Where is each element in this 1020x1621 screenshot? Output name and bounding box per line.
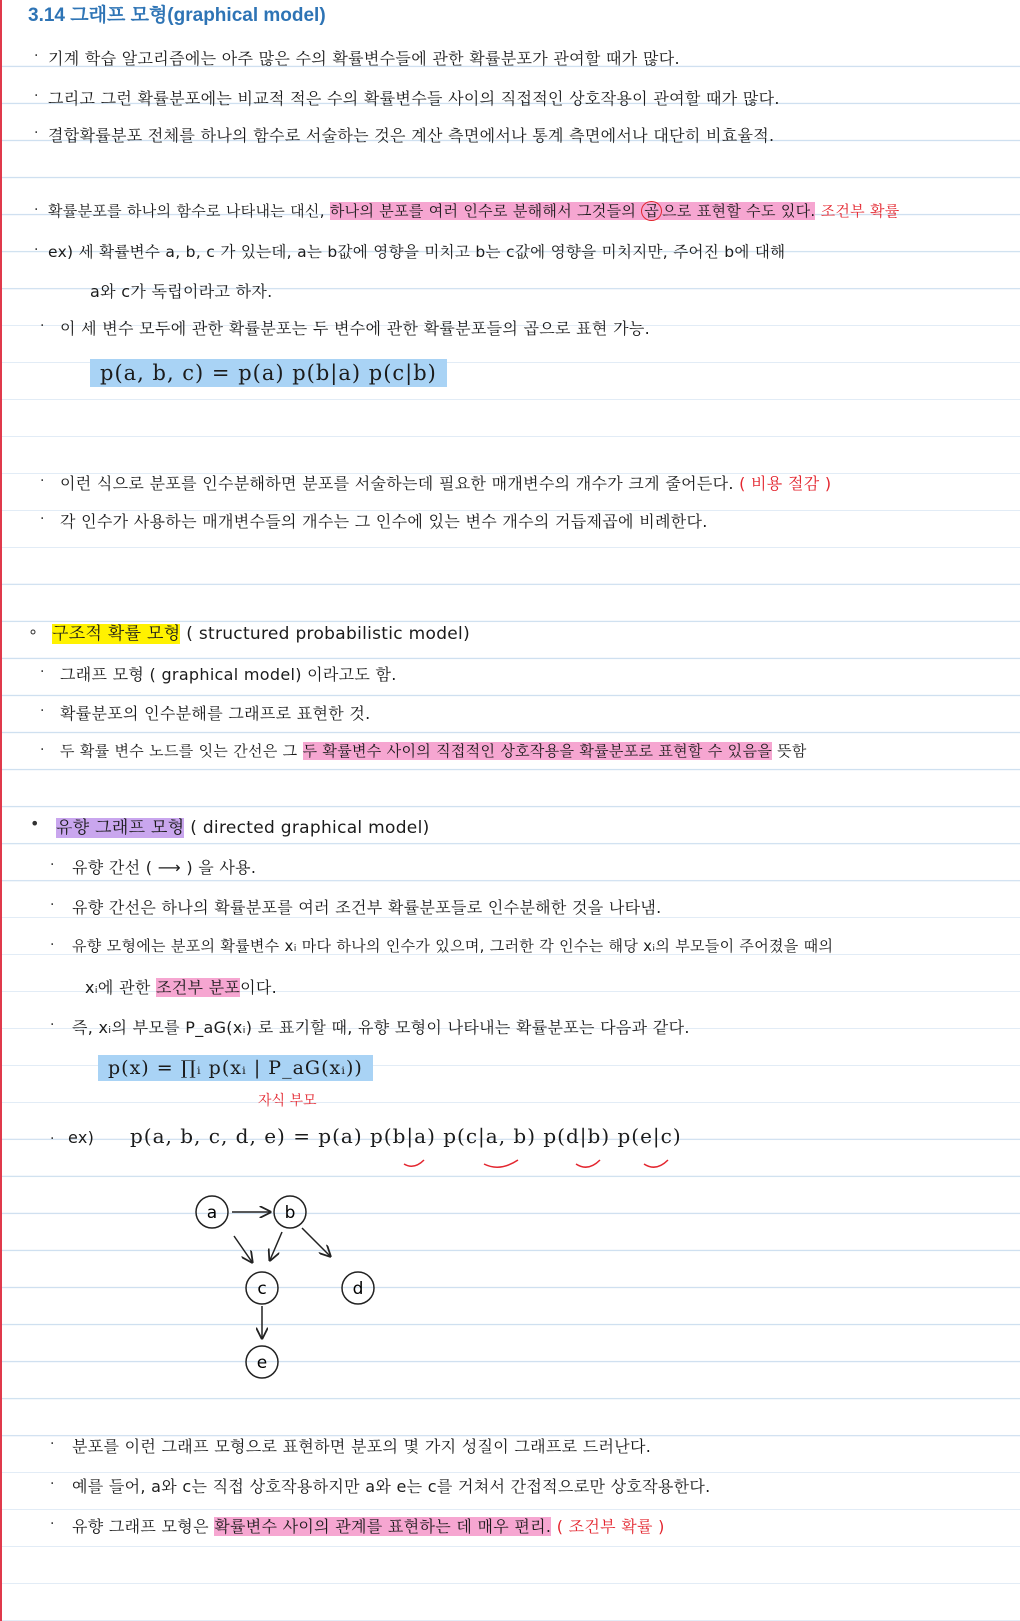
edge-b-c (270, 1232, 282, 1260)
graph-node (274, 1196, 306, 1228)
s2-line-4b: 조건부 분포 (155, 978, 241, 997)
end-line-3 (72, 1514, 665, 1537)
circled-product: 곱 (641, 201, 662, 221)
highlight-factorization (330, 202, 816, 220)
note-line-8b: ( 비용 절감 ) (739, 474, 832, 493)
end-line-3c: ( 조건부 확률 ) (556, 1517, 665, 1536)
directed-graph (190, 1190, 390, 1390)
annotation-arrow (644, 1160, 668, 1167)
s1-line-3a: 두 확률 변수 노드를 잇는 간선은 그 (60, 742, 298, 760)
s2-line-4 (85, 975, 277, 998)
section-1-subtitle: ( structured probabilistic model) (186, 624, 471, 644)
formula-1-text: p(a, b, c) = p(a) p(b|a) p(c|b) (90, 359, 447, 387)
formula-2-text: p(x) = ∏ᵢ p(xᵢ | P_aG(xᵢ)) (98, 1055, 373, 1081)
graph-node (246, 1346, 278, 1378)
s1-line-1: 그래프 모형 ( graphical model) 이라고도 함. (60, 665, 397, 684)
formula-3: p(a, b, c, d, e) = p(a) p(b|a) p(c|a, b) p(d|b) p(e|c) (130, 1124, 682, 1148)
s2-line-4a: xᵢ에 관한 (85, 978, 151, 997)
node-label: b (284, 1203, 296, 1223)
note-line-4 (48, 200, 900, 221)
section-bullet: ∘ (28, 622, 39, 641)
bullet: · (50, 1516, 55, 1532)
bullet: · (40, 742, 45, 758)
margin-line (0, 0, 2, 1621)
page-title: 3.14 그래프 모형(graphical model) (28, 5, 326, 26)
bullet: · (34, 242, 39, 258)
bullet: · (50, 937, 55, 953)
section-2-heading (56, 813, 430, 838)
note-line-1: 기계 학습 알고리즘에는 아주 많은 수의 확률변수들에 관한 확률분포가 관여할 때가 많다. (48, 49, 680, 68)
bullet: · (40, 703, 45, 719)
node-label: c (257, 1279, 267, 1299)
s2-line-5: 즉, xᵢ의 부모를 P_aG(xᵢ) 로 표기할 때, 유향 모형이 나타내는 확률분포는 다음과 같다. (72, 1018, 690, 1037)
annotation-arrow (484, 1160, 518, 1167)
bullet: · (50, 1017, 55, 1033)
note-line-8a: 이런 식으로 분포를 인수분해하면 분포를 서술하는데 필요한 매개변수의 개수가 크게 줄어든다. (60, 474, 734, 493)
note-line-9: 각 인수가 사용하는 매개변수들의 개수는 그 인수에 있는 변수 개수의 거듭제곱에 비례한다. (60, 512, 708, 531)
s2-line-2: 유향 간선은 하나의 확률분포를 여러 조건부 확률분포들로 인수분해한 것을 나타냄. (72, 898, 662, 917)
end-line-3b: 확률변수 사이의 관계를 표현하는 데 매우 편리. (214, 1517, 552, 1536)
s1-line-3 (60, 740, 807, 761)
formula-1 (90, 361, 447, 385)
note-line-4b: 하나의 분포를 여러 인수로 분해해서 그것들의 (329, 202, 637, 220)
s1-line-2: 확률분포의 인수분해를 그래프로 표현한 것. (60, 704, 371, 723)
example-label: ex) (68, 1128, 95, 1147)
annotation-arrow (404, 1160, 424, 1166)
graph-node (342, 1272, 374, 1304)
end-line-3a: 유향 그래프 모형은 (72, 1517, 209, 1536)
note-line-3: 결합확률분포 전체를 하나의 함수로 서술하는 것은 계산 측면에서나 통계 측면에서나 대단히 비효율적. (48, 126, 775, 145)
note-line-5: ex) 세 확률변수 a, b, c 가 있는데, a는 b값에 영향을 미치고 b는 c값에 영향을 미치지만, 주어진 b에 대해 (48, 243, 786, 261)
bullet: · (40, 511, 45, 527)
node-label: a (206, 1203, 218, 1223)
bullet: · (34, 202, 39, 218)
section-bullet: • (30, 814, 40, 833)
s1-line-3b: 두 확률변수 사이의 직접적인 상호작용을 확률분포로 표현할 수 있음을 (302, 742, 773, 760)
annotation-arrow (576, 1160, 600, 1167)
bullet: · (40, 473, 45, 489)
graph-node (246, 1272, 278, 1304)
s2-line-4c: 이다. (240, 978, 278, 997)
bullet: · (40, 318, 45, 334)
section-1-title: 구조적 확률 모형 (52, 624, 181, 644)
bullet: · (34, 48, 39, 64)
s2-line-3: 유향 모형에는 분포의 확률변수 xᵢ 마다 하나의 인수가 있으며, 그러한 각 인수는 해당 xᵢ의 부모들이 주어졌을 때의 (72, 937, 834, 955)
formula-2-note: 자식 부모 (258, 1093, 317, 1109)
edge-a-c (234, 1236, 252, 1262)
section-2-subtitle: ( directed graphical model) (190, 818, 430, 838)
node-label: e (256, 1353, 268, 1373)
note-line-2: 그리고 그런 확률분포에는 비교적 적은 수의 확률변수들 사이의 직접적인 상호작용이 관여할 때가 많다. (48, 89, 780, 108)
node-label: d (352, 1279, 364, 1299)
bullet: · (34, 88, 39, 104)
bullet: · (50, 857, 55, 873)
section-2-title: 유향 그래프 모형 (56, 818, 185, 838)
edge-b-d (302, 1228, 330, 1256)
bullet: · (50, 1131, 55, 1147)
bullet: · (50, 1436, 55, 1452)
bullet: · (50, 897, 55, 913)
s1-line-3c: 뜻함 (777, 742, 807, 760)
note-line-4d: 으로 표현할 수도 있다. (662, 202, 816, 220)
note-line-7: 이 세 변수 모두에 관한 확률분포는 두 변수에 관한 확률분포들의 곱으로 표현 가능. (60, 319, 650, 338)
bullet: · (34, 125, 39, 141)
note-line-4e: 조건부 확률 (820, 202, 900, 220)
note-line-8 (60, 471, 831, 494)
end-line-2: 예를 들어, a와 c는 직접 상호작용하지만 a와 e는 c를 거쳐서 간접적으로만 상호작용한다. (72, 1477, 711, 1496)
bullet: · (50, 1476, 55, 1492)
end-line-1: 분포를 이런 그래프 모형으로 표현하면 분포의 몇 가지 성질이 그래프로 드러난다. (72, 1437, 652, 1456)
formula-3-annotation-arrows (390, 1152, 690, 1174)
note-line-6: a와 c가 독립이라고 하자. (90, 282, 273, 301)
section-1-heading (52, 619, 470, 644)
graph-node (196, 1196, 228, 1228)
note-line-4a: 확률분포를 하나의 함수로 나타내는 대신, (48, 202, 325, 220)
s2-line-1: 유향 간선 ( ⟶ ) 을 사용. (72, 858, 257, 877)
bullet: · (40, 664, 45, 680)
formula-2 (98, 1057, 373, 1079)
